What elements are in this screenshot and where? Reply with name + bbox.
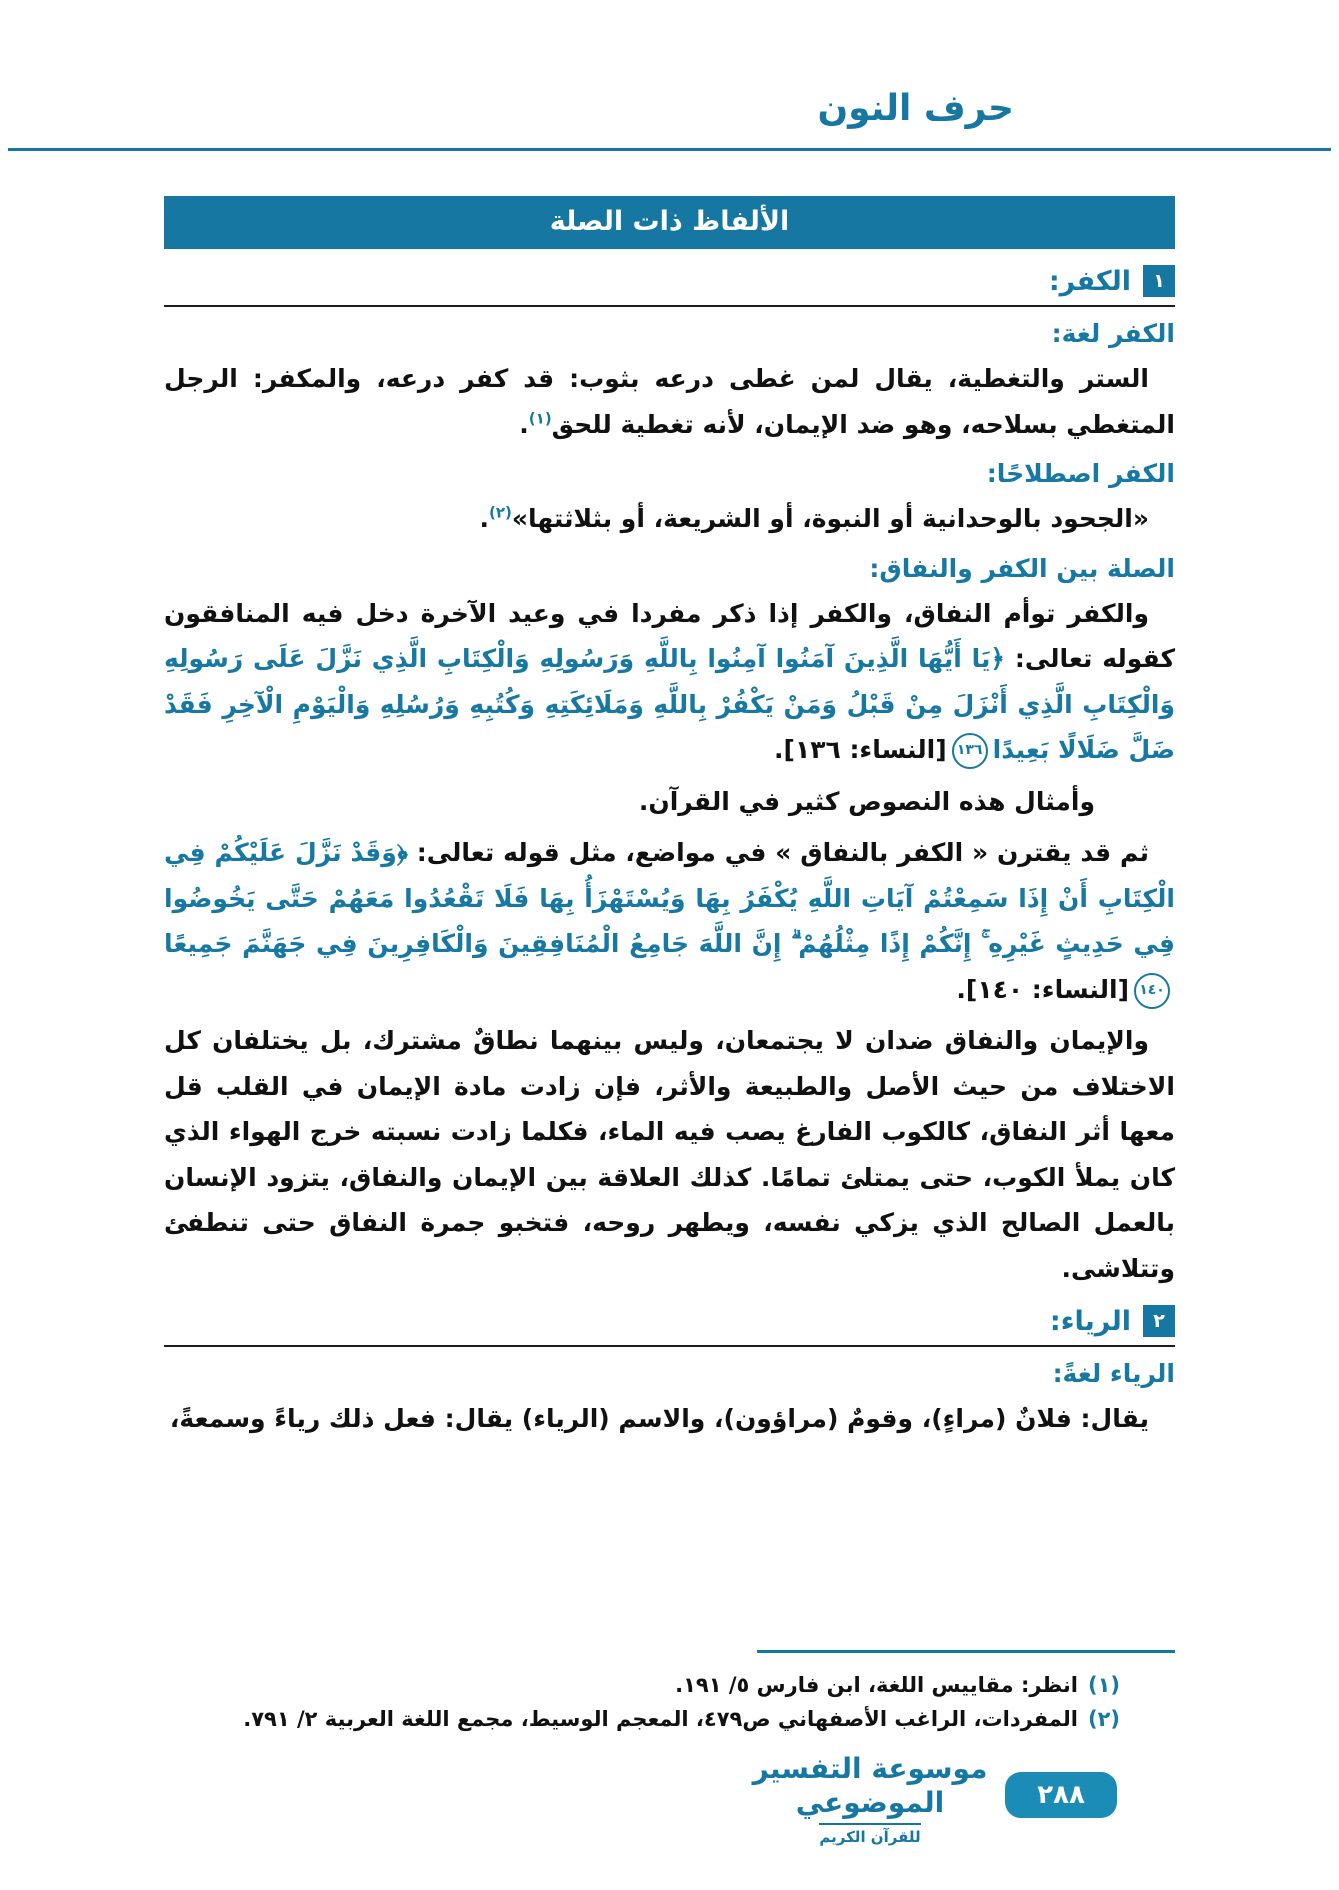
footnote-1-marker: (١) (1087, 1673, 1120, 1697)
footnote-ref-1: (١) (528, 409, 552, 428)
sentence-period: . (479, 504, 489, 533)
verse-citation-136: [النساء: ١٣٦]. (774, 735, 947, 764)
page-number-badge: ٢٨٨ (1005, 1772, 1117, 1818)
iqtiran-intro-text: ثم قد يقترن « الكفر بالنفاق » في مواضع، مثل قوله تعالى: (407, 838, 1149, 867)
kufr-lugha-heading: الكفر لغة: (1051, 319, 1175, 348)
chapter-header: حرف النون (817, 88, 1014, 129)
section-1-header (164, 265, 1175, 297)
footnote-1 (164, 1669, 1175, 1703)
section-2-title: الرياء: (1049, 1305, 1131, 1337)
footnote-1-text: انظر: مقاييس اللغة، ابن فارس ٥/ ١٩١. (675, 1673, 1078, 1697)
aya-number-ornament-140 (1134, 973, 1170, 1009)
sila-paragraph (164, 591, 1175, 773)
kufr-lugha-text: الستر والتغطية، يقال لمن غطى درعه بثوب: قد كفر درعه، والمكفر: الرجل المتغطي بسلاحه، وهو ضد الإيمان، لأنه تغطية للحق (164, 364, 1175, 439)
verse-citation-140: [النساء: ١٤٠]. (956, 974, 1129, 1004)
iqtiran-paragraph (164, 830, 1175, 1012)
aya-number-ornament-136 (952, 733, 988, 769)
section-2-header (164, 1305, 1175, 1337)
riya-lugha-heading: الرياء لغةً: (1052, 1359, 1175, 1388)
sila-heading: الصلة بين الكفر والنفاق: (869, 553, 1175, 583)
page-content (164, 196, 1175, 1448)
aya-number-140: ١٤٠ (1139, 981, 1165, 998)
publisher-logo-title: موسوعة التفسير الموضوعي (752, 1752, 988, 1819)
kufr-istilah-paragraph (164, 496, 1175, 542)
header-divider (8, 148, 1331, 151)
amthal-paragraph: وأمثال هذه النصوص كثير في القرآن. (638, 786, 1095, 816)
aya-number-136: ١٣٦ (956, 742, 983, 759)
section-1-title: الكفر: (1048, 265, 1131, 297)
related-terms-banner: الألفاظ ذات الصلة (164, 196, 1175, 249)
riya-lugha-paragraph: يقال: فلانٌ (مراءٍ)، وقومٌ (مراؤون)، والاسم (الرياء) يقال: فعل ذلك رياءً وسمعةً، (169, 1404, 1149, 1433)
publisher-logo-subtitle: للقرآن الكريم (819, 1823, 920, 1846)
footnotes-area (164, 1650, 1175, 1736)
sila-intro-text: والكفر توأم النفاق، والكفر إذا ذكر مفردا في وعيد الآخرة دخل فيه المنافقون كقوله تعالى: (164, 598, 1175, 673)
section-1-divider (164, 305, 1175, 307)
footnote-2-marker: (٢) (1087, 1706, 1120, 1731)
sentence-period: . (519, 409, 529, 439)
section-2-number-badge: ٢ (1143, 1305, 1175, 1337)
kufr-istilah-heading: الكفر اصطلاحًا: (986, 459, 1175, 488)
section-1-number-badge: ١ (1143, 265, 1175, 297)
kufr-istilah-text: «الجحود بالوحدانية أو النبوة، أو الشريعة، أو بثلاثتها» (511, 504, 1149, 533)
footnote-2 (164, 1703, 1175, 1737)
footnote-ref-2: (٢) (489, 503, 512, 522)
footnotes-divider (757, 1650, 1175, 1653)
quran-verse-nisa-140: ﴿وَقَدْ نَزَّلَ عَلَيْكُمْ فِي الْكِتَابِ أَنْ إِذَا سَمِعْتُمْ آيَاتِ اللَّهِ يُكْفَرُ بِهَا وَيُسْتَهْزَأُ بِهَا فَلَا تَقْعُدُوا مَعَهُمْ حَتَّى يَخُوضُوا فِي حَدِيثٍ غَيْرِهِ ۚ إِنَّكُمْ إِذًا مِثْلُهُمْ ۗ إِنَّ اللَّهَ جَامِعُ الْمُنَافِقِينَ وَالْكَافِرِينَ فِي جَهَنَّمَ جَمِيعًا (164, 838, 1175, 958)
iman-nifaq-paragraph: والإيمان والنفاق ضدان لا يجتمعان، وليس بينهما نطاقٌ مشترك، بل يختلفان كل الاختلاف من حيث الأصل والطبيعة والأثر، فإن زادت مادة الإيمان في القلب قل معها أثر النفاق، كالكوب الفارغ يصب فيه الماء، فكلما زادت نسبته خرج الهواء الذي كان يملأ الكوب، حتى يمتلئ تمامًا. كذلك العلاقة بين الإيمان والنفاق، يتزود الإنسان بالعمل الصالح الذي يزكي نفسه، ويطهر روحه، فتخبو جمرة النفاق حتى تنطفئ وتتلاشى. (164, 1026, 1175, 1283)
section-2-divider (164, 1345, 1175, 1347)
footnote-2-text: المفردات، الراغب الأصفهاني ص٤٧٩، المعجم الوسيط، مجمع اللغة العربية ٢/ ٧٩١. (243, 1706, 1078, 1731)
kufr-lugha-paragraph (164, 356, 1175, 447)
quran-verse-nisa-136: ﴿يَا أَيُّهَا الَّذِينَ آمَنُوا آمِنُوا بِاللَّهِ وَرَسُولِهِ وَالْكِتَابِ الَّذِي نَزَّلَ عَلَى رَسُولِهِ وَالْكِتَابِ الَّذِي أَنْزَلَ مِنْ قَبْلُ وَمَنْ يَكْفُرْ بِاللَّهِ وَمَلَائِكَتِهِ وَكُتُبِهِ وَرُسُلِهِ وَالْيَوْمِ الْآخِرِ فَقَدْ ضَلَّ ضَلَالًا بَعِيدًا (164, 644, 1175, 764)
publisher-logo (750, 1752, 990, 1846)
